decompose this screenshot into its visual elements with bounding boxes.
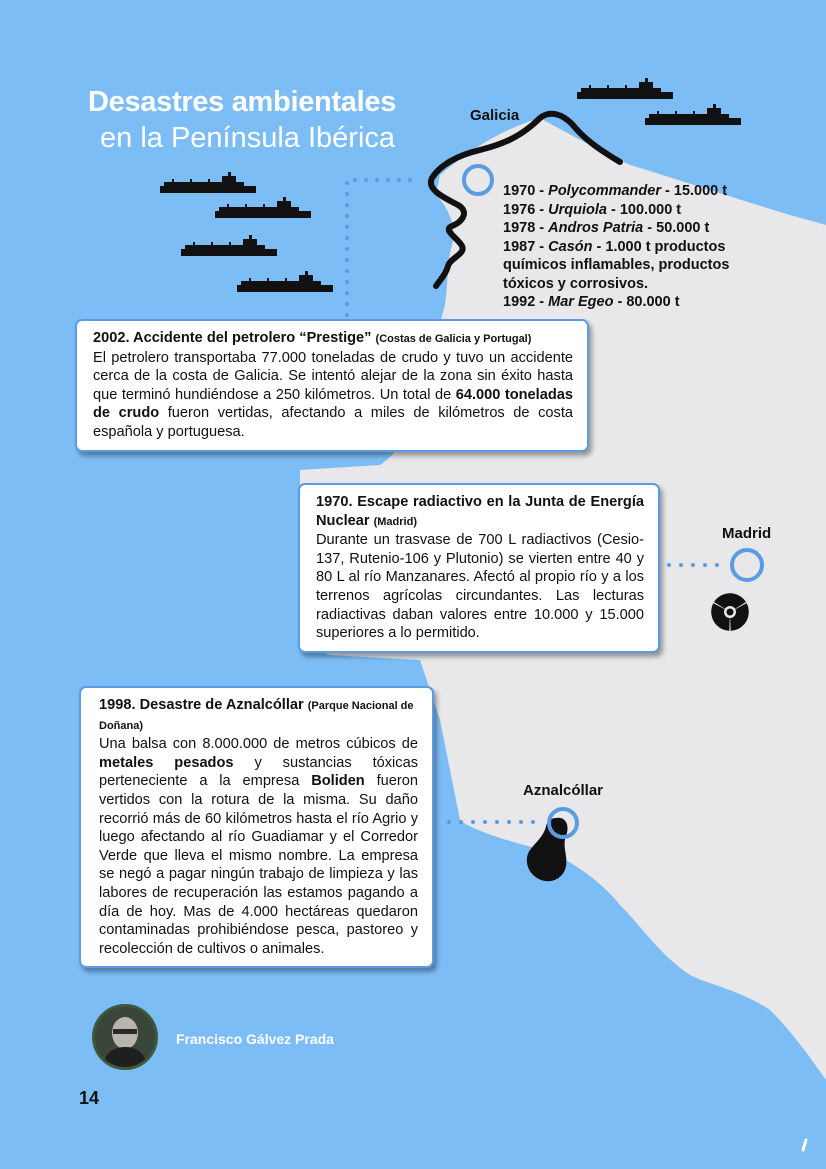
page-subtitle: en la Península Ibérica <box>100 122 396 154</box>
ship-icon <box>215 197 311 218</box>
aznalcollar-label: Aznalcóllar <box>523 782 604 799</box>
person-icon <box>95 1007 155 1067</box>
card-body: Durante un trasvase de 700 L radiactivos (Cesio-137, Rutenio-106 y Plutonio) se vierten entre 40 y 80 L al río Manzanares. Afectó al propio río y a los terrenos agrícolas circundantes. Las lecturas radiactivas daban valores entre 10.000 y 15.000 superiores a lo permitido. <box>316 532 644 642</box>
aznalcollar-card <box>79 686 434 968</box>
card-heading: 1998. Desastre de Aznalcóllar (Parque Nacional de Doñana) <box>99 697 414 732</box>
galicia-label: Galicia <box>470 107 520 124</box>
list-item: 1976 - Urquiola - 100.000 t <box>503 201 682 218</box>
list-item-continuation: químicos inflamables, productos <box>503 257 730 273</box>
decorative-mark <box>803 1140 806 1150</box>
galicia-spills-list <box>503 182 753 312</box>
author-name: Francisco Gálvez Prada <box>176 1031 334 1047</box>
author-avatar <box>92 1004 158 1070</box>
ship-icon <box>645 104 741 125</box>
list-item: 1978 - Andros Patria - 50.000 t <box>503 220 710 236</box>
ship-icon <box>160 172 256 193</box>
list-item: 1987 - Casón - 1.000 t productos <box>503 238 726 255</box>
list-item-continuation: tóxicos y corrosivos. <box>503 275 649 292</box>
card-heading: 1970. Escape radiactivo en la Junta de Energía Nuclear (Madrid) <box>316 494 644 529</box>
card-body: Una balsa con 8.000.000 de metros cúbicos de metales pesados y sustancias tóxicas perteneciente a la empresa Boliden fueron vertidos con la rotura de la misma. Su daño recorrió más de 60 kilómetros hasta el río Agrio y luego afectando al río Guadiamar y el Corredor Verde que lleva el mismo nombre. La empresa se negó a pagar ningún trabajo de limpieza y las labores de recuperación las estamos pagando a día de hoy. Mas de 4.000 hectáreas quedaron contaminadas prohibiéndose pesca, pastoreo y recolección de cultivos o animales. <box>99 736 419 957</box>
card-heading: 2002. Accidente del petrolero “Prestige” (Costas de Galicia y Portugal) <box>93 330 532 346</box>
page-title: Desastres ambientales <box>88 86 397 118</box>
list-item: 1970 - Polycommander - 15.000 t <box>503 183 728 199</box>
ship-icon <box>237 271 333 292</box>
card-body: El petrolero transportaba 77.000 toneladas de crudo y tuvo un accidente cerca de la costa de Galicia. Se intentó alejar de la zona sin éxito hasta que terminó hundiéndose a 250 kilómetros. Un total de 64.000 toneladas de crudo fueron vertidas, afectando a miles de kilómetros de costa española y portuguesa. <box>93 349 574 440</box>
galicia-connector <box>347 180 410 318</box>
madrid-card <box>298 483 660 653</box>
page-number: 14 <box>79 1088 100 1108</box>
list-item: 1992 - Mar Egeo - 80.000 t <box>503 294 680 310</box>
madrid-label: Madrid <box>722 525 772 542</box>
prestige-card <box>75 319 589 452</box>
ship-icon <box>577 78 673 99</box>
ship-icon <box>181 235 277 256</box>
